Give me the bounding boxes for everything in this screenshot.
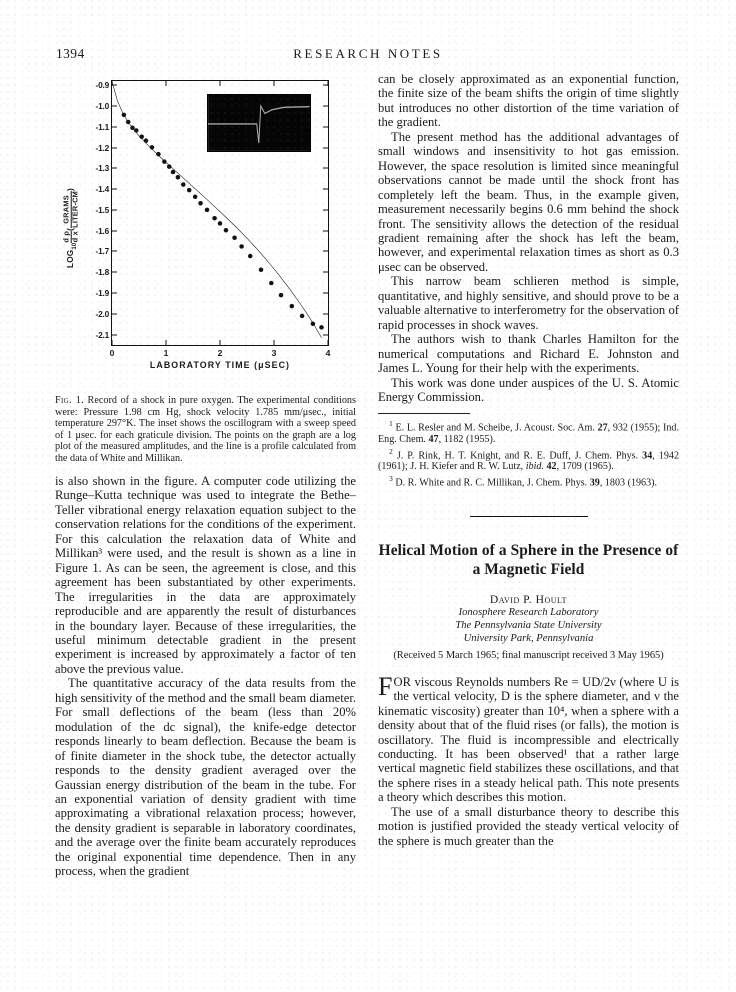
right-column — [378, 72, 679, 848]
measured-data-points — [112, 81, 328, 345]
data-point — [187, 188, 192, 192]
footnote-item — [378, 473, 679, 489]
right-paragraph-4: The authors wish to thank Charles Hamilton for the numerical computations and Richard E. Johnston and James L. Young for their help with the experiments. — [378, 332, 679, 376]
footnote-text: , 1803 (1963). — [599, 477, 658, 489]
figure-1 — [55, 72, 356, 464]
x-tick-label: 0 — [109, 348, 115, 358]
figure-caption-text: Record of a shock in pure oxygen. The experimental conditions were: Pressure 1.98 cm Hg, shock velocity 1.785 mm/μsec., initial temperature 297°K. The inset shows the oscillogram with a sweep speed of 1 μsec. for each graticule division. The points on the graph are a log plot of the measured amplitudes, and the line is a profile calculated from the data of White and Millikan. — [55, 395, 356, 464]
data-point — [224, 228, 229, 232]
left-paragraph-1: is also shown in the figure. A computer code utilizing the Runge–Kutta technique was used to integrate the Bethe–Teller vibrational energy relaxation equation subject to the conservation relations for the conditions of the experiment. For this calculation the relaxation data of White and Millikan³ were used, and the result is shown as a line in Figure 1. As can be seen, the agreement is close, and this agreement has been substantiated by other experiments. The irregularities in the data are approximately reproducible and are apparently the result of disturbances in the boundary layer. Because of these irregularities, the useful minimum detectable gradient in the present experiment is increased by approximately a factor of ten above the previous value. — [55, 474, 356, 676]
data-point — [269, 281, 274, 285]
footnote-marker: 2 — [389, 446, 393, 456]
data-point — [193, 195, 198, 199]
article-2-paragraph-2: The use of a small disturbance theory to describe this motion is justified provided the steady vertical velocity of the sphere is much greater than the — [378, 804, 679, 848]
x-axis-title: LABORATORY TIME (μSEC) — [149, 360, 291, 370]
footnote-text: 47 — [428, 434, 439, 446]
data-point — [162, 159, 167, 163]
data-point — [232, 235, 237, 239]
data-point — [156, 152, 161, 156]
affiliation-line: Ionosphere Research Laboratory — [458, 606, 599, 618]
footnote-text: , 1709 (1965). — [556, 461, 614, 473]
y-tick-label: -1.9 — [95, 288, 109, 299]
data-point — [126, 120, 131, 124]
y-axis-title: $LOG_{10}$ d ρ d x ( GRAMS LITER-CM ) — [61, 188, 80, 268]
y-axis-title-subscript: 10 — [71, 242, 78, 250]
affiliation-line: University Park, Pennsylvania — [463, 633, 594, 645]
y-tick-label: -1.8 — [95, 267, 109, 278]
y-axis-units: GRAMS LITER-CM — [61, 190, 80, 228]
y-tick-label: -1.3 — [95, 163, 109, 174]
figure-1-plot — [61, 72, 331, 384]
y-tick-label: -0.9 — [95, 80, 109, 91]
article-2-author: David P. Hoult — [489, 592, 568, 606]
data-point — [290, 304, 295, 308]
footnote-text: J. P. Rink, H. T. Knight, and R. E. Duff, J. Chem. Phys. — [396, 449, 643, 461]
right-paragraph-3: This narrow beam schlieren method is simple, quantitative, and highly sensitive, and should prove to be a valuable alternative to interferometry for the observation of rapid processes in shock waves. — [378, 274, 679, 332]
y-axis-title-prefix: LOG — [66, 249, 76, 268]
footnote-separator-rule — [378, 413, 470, 414]
footnote-text: 27 — [597, 422, 608, 434]
data-point — [171, 170, 176, 174]
data-point — [218, 221, 223, 225]
data-point — [239, 244, 244, 248]
affiliation-line: The Pennsylvania State University — [455, 619, 602, 631]
footnote-item — [378, 418, 679, 445]
data-point — [212, 216, 217, 220]
x-tick-label: 2 — [217, 348, 223, 358]
footnote-text: 34 — [642, 449, 653, 461]
y-axis-derivative: d ρ d x — [61, 230, 80, 243]
figure-caption — [55, 395, 356, 464]
left-column — [55, 72, 356, 879]
data-point — [319, 325, 324, 329]
y-tick-label: -1.0 — [95, 100, 109, 111]
y-tick-label: -2.1 — [95, 329, 109, 340]
article-2-paragraph-1 — [378, 671, 679, 805]
running-head: RESEARCH NOTES — [293, 46, 443, 61]
footnote-text: D. R. White and R. C. Millikan, J. Chem. Phys. — [395, 477, 590, 489]
data-point — [198, 201, 203, 205]
y-tick-label: -1.6 — [95, 225, 109, 236]
left-paragraph-2: The quantitative accuracy of the data results from the high sensitivity of the method and the small beam diameter. For small deflections of the beam (less than 20% modulation of the dc signal), the knife-edge detector responds linearly to beam deflection. Because the beam is of finite diameter in the shock tube, the detector actually responds to the density gradient averaged over the Gaussian energy distribution of the beam in the tube. For an exponential variation of density gradient with time approximating a vibrational relaxation process; however, the density gradient is separable in laboratory coordinates, and the average over the finite beam accurately reproduces the original exponential time dependence. Then in any process, when the gradient — [55, 676, 356, 879]
footnote-text: E. L. Resler and M. Scheibe, J. Acoust. Soc. Am. — [395, 422, 598, 434]
data-point — [248, 254, 253, 258]
footnote-text: , 1942 (1961); J. H. Kiefer and R. W. Lutz, — [378, 449, 679, 473]
y-tick-label: -1.7 — [95, 246, 109, 257]
right-paragraph-1: can be closely approximated as an exponential function, the finite size of the beam shifts the origin of time slightly but introduces no other distortion of the time variation of the gradient. — [378, 72, 679, 130]
drop-cap: F — [378, 671, 393, 701]
data-point — [181, 182, 186, 186]
footnote-text: ibid. — [525, 461, 544, 473]
data-point — [122, 113, 127, 117]
x-tick-label: 3 — [271, 348, 277, 358]
right-paragraph-5: This work was done under auspices of the U. S. Atomic Energy Commission. — [378, 375, 679, 404]
footnote-text: 39 — [589, 477, 600, 489]
footnote-text: , 932 (1955); Ind. Eng. Chem. — [378, 422, 679, 446]
data-point — [259, 268, 264, 272]
figure-caption-label: Fig. 1. — [55, 395, 84, 406]
y-tick-label: -1.5 — [95, 204, 109, 215]
data-point — [150, 145, 155, 149]
data-point — [311, 322, 316, 326]
x-tick-label: 4 — [325, 348, 331, 358]
footnote-marker: 3 — [389, 473, 393, 483]
article-2-title: Helical Motion of a Sphere in the Presence of a Magnetic Field — [378, 541, 679, 578]
data-point — [130, 126, 135, 130]
footnote-text: 42 — [546, 461, 557, 473]
article-2-received-date: (Received 5 March 1965; final manuscript received 3 May 1965) — [393, 649, 664, 661]
article-2-affiliations — [378, 607, 679, 646]
data-point — [300, 314, 305, 318]
y-tick-label: -2.0 — [95, 308, 109, 319]
footnote-marker: 1 — [389, 419, 393, 429]
page-number: 1394 — [56, 46, 85, 61]
data-point — [167, 164, 172, 168]
footnote-list — [378, 418, 679, 488]
article-separator-rule — [470, 516, 588, 517]
data-point — [279, 293, 284, 297]
data-point — [134, 128, 139, 132]
y-tick-label: -1.1 — [95, 121, 109, 132]
data-point — [176, 175, 181, 179]
footnote-text: , 1182 (1955). — [438, 434, 496, 446]
footnote-item — [378, 446, 679, 473]
article-2-paragraph-1-text: OR viscous Reynolds numbers Re = UD/2ν (where U is the vertical velocity, D is the sphere diameter, and ν the kinematic viscosity) greater than 10⁴, when a sphere with a density about that of the fluid rises (or falls), the motion is oscillatory. The fluid is incompressible and electrically conducting. It has been observed¹ that a rather large vertical magnetic field stabilizes these oscillations, and that the sphere rises in a steady helical path. This note presents a theory which describes this motion. — [378, 674, 679, 805]
data-point — [139, 134, 144, 138]
plot-frame — [95, 80, 331, 358]
data-point — [144, 138, 149, 142]
x-tick-label: 1 — [163, 348, 169, 358]
y-tick-label: -1.4 — [95, 184, 109, 195]
y-tick-label: -1.2 — [95, 142, 109, 153]
right-paragraph-2: The present method has the additional advantages of small windows and insensitivity to hot gas emission. However, the space resolution is limited since meaningful observations cannot be made until the shock front has completely left the beam. Thus, in the example given, measurement necessarily begins 0.6 mm behind the shock front. The sensitivity allows the detection of the residual gradient remaining after the shock has left the beam, however, and experimental relaxation times as short as 0.3 μsec can be observed. — [378, 129, 679, 274]
page-header — [0, 46, 736, 66]
data-point — [205, 208, 210, 212]
